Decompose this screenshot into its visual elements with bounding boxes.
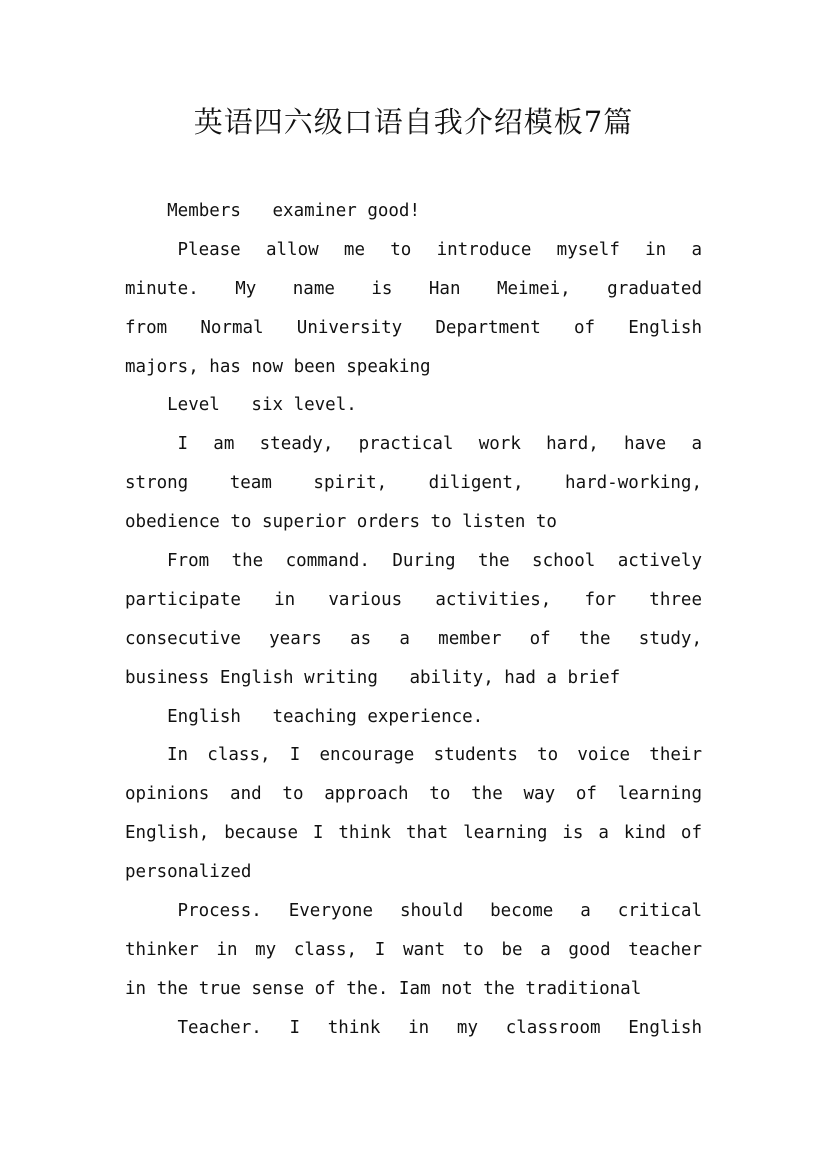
text-line: In class, I encourage students to voice their (167, 745, 702, 766)
text-line: in the true sense of the. Iam not the traditional (125, 978, 642, 999)
text-line: I am steady, practical work hard, have a (177, 434, 702, 455)
document-title: 英语四六级口语自我介绍模板7篇 (193, 105, 634, 139)
text-line: From the command. During the school actively (167, 551, 702, 572)
text-line: Members examiner good! (125, 201, 421, 221)
text-line: obedience to superior orders to listen to (125, 512, 557, 533)
document-body (125, 196, 702, 1052)
text-line: English teaching experience. (125, 706, 484, 727)
text-line: minute. My name is Han Meimei, graduated (125, 278, 702, 299)
text-line: Level six level. (125, 395, 357, 416)
text-line: Teacher. I think in my classroom English (177, 1017, 702, 1038)
text-line: opinions and to approach to the way of learning (125, 784, 702, 805)
text-line: business English writing ability, had a brief (125, 667, 621, 688)
text-line: majors, has now been speaking (125, 356, 431, 377)
text-line: Process. Everyone should become a critical (177, 901, 702, 922)
text-line: consecutive years as a member of the study, (125, 628, 702, 649)
text-line: from Normal University Department of English (125, 317, 702, 338)
text-line: Please allow me to introduce myself in a (177, 239, 702, 260)
text-line: participate in various activities, for three (125, 589, 702, 610)
text-line: personalized (125, 862, 252, 883)
text-line: strong team spirit, diligent, hard-working, (125, 473, 702, 494)
text-line: English, because I think that learning is a kind of (125, 823, 702, 844)
text-line: thinker in my class, I want to be a good teacher (125, 939, 702, 960)
